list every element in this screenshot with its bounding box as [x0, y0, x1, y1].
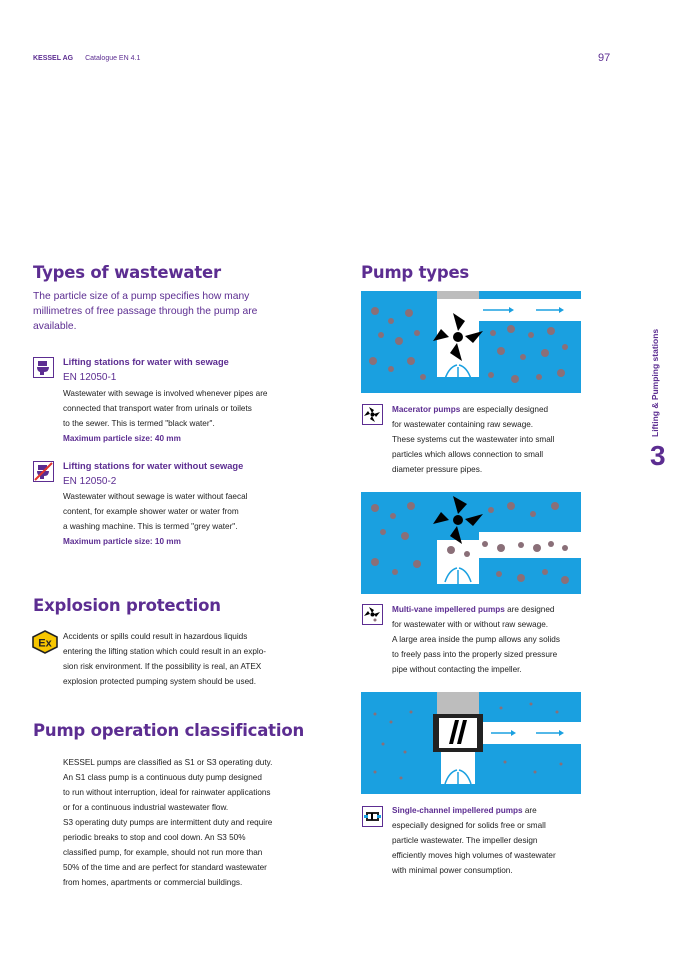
- single-channel-icon: [362, 806, 383, 827]
- catalogue-label: Catalogue EN 4.1: [85, 55, 141, 62]
- wastewater-item-2-title: Lifting stations for water without sewage: [63, 461, 244, 471]
- text-line: from homes, apartments or commercial buildings.: [63, 878, 243, 887]
- text-line: with minimal power consumption.: [392, 866, 513, 875]
- wastewater-title: Types of wastewater: [33, 263, 221, 282]
- multi-vane-description: [392, 602, 592, 677]
- text-line: to freely pass into the properly sized pressure: [392, 650, 558, 659]
- max-particle-size: Maximum particle size: 10 mm: [63, 537, 181, 546]
- text-line: are especially designed: [460, 405, 549, 414]
- text-line: for wastewater with or without raw sewage.: [392, 620, 549, 629]
- classification-title: Pump operation classification: [33, 721, 305, 740]
- wastewater-item-1-title: Lifting stations for water with sewage: [63, 357, 229, 367]
- multi-vane-name: Multi-vane impellered pumps: [392, 605, 505, 614]
- page-number: 97: [598, 52, 611, 64]
- text-line: diameter pressure pipes.: [392, 465, 483, 474]
- text-line: efficiently moves high volumes of wastewater: [392, 851, 556, 860]
- multi-vane-icon: [362, 604, 383, 625]
- pump-types-title: Pump types: [361, 263, 470, 282]
- atex-ex-icon: [32, 630, 58, 654]
- text-line: content, for example shower water or water from: [63, 507, 239, 516]
- chapter-tab-label: Lifting & Pumping stations: [650, 328, 660, 437]
- text-line: especially designed for solids free or small: [392, 821, 546, 830]
- single-channel-pump-diagram: [361, 692, 581, 794]
- toilet-icon: [33, 357, 54, 378]
- classification-text: [63, 755, 333, 890]
- text-line: sion risk environment. If the possibility is real, an ATEX: [63, 662, 262, 671]
- chapter-number: 3: [650, 440, 666, 471]
- text-line: to the sewer. This is termed "black water".: [63, 419, 215, 428]
- text-line: are designed: [504, 605, 555, 614]
- text-line: pipe without contacting the impeller.: [392, 665, 522, 674]
- text-line: are: [522, 806, 537, 815]
- text-line: entering the lifting station which could result in an explo-: [63, 647, 266, 656]
- text-line: KESSEL pumps are classified as S1 or S3 operating duty.: [63, 758, 273, 767]
- text-line: particles which allows connection to small: [392, 450, 544, 459]
- atex-ex-label: Ex: [38, 637, 52, 650]
- text-line: An S1 class pump is a continuous duty pump designed: [63, 773, 262, 782]
- wastewater-item-1-text: [63, 386, 323, 446]
- text-line: periodic breaks to stop and cool down. An S3 50%: [63, 833, 246, 842]
- text-line: A large area inside the pump allows any solids: [392, 635, 560, 644]
- macerator-icon: [362, 404, 383, 425]
- text-line: a washing machine. This is termed "grey water".: [63, 522, 238, 531]
- macerator-name: Macerator pumps: [392, 405, 461, 414]
- text-line: Wastewater without sewage is water without faecal: [63, 492, 248, 501]
- wastewater-item-2-text: [63, 489, 323, 549]
- text-line: connected that transport water from urinals or toilets: [63, 404, 252, 413]
- multi-vane-pump-diagram: [361, 492, 581, 594]
- wastewater-intro: The particle size of a pump specifies how many millimetres of free passage through the pump are available.: [33, 291, 258, 332]
- page-header: [33, 55, 140, 62]
- text-line: particle wastewater. The impeller design: [392, 836, 538, 845]
- text-line: explosion protected pumping system should be used.: [63, 677, 256, 686]
- single-channel-name: Single-channel impellered pumps: [392, 806, 523, 815]
- text-line: for wastewater containing raw sewage.: [392, 420, 534, 429]
- text-line: Wastewater with sewage is involved whenever pipes are: [63, 389, 268, 398]
- text-line: These systems cut the wastewater into small: [392, 435, 555, 444]
- wastewater-item-1-code: EN 12050-1: [63, 372, 117, 383]
- text-line: or for a continuous industrial wastewater flow.: [63, 803, 229, 812]
- text-line: classified pump, for example, should not run more than: [63, 848, 263, 857]
- company-name: KESSEL AG: [33, 55, 74, 62]
- single-channel-description: [392, 803, 592, 878]
- text-line: to run without interruption, ideal for rainwater applications: [63, 788, 271, 797]
- explosion-title: Explosion protection: [33, 596, 221, 615]
- no-toilet-icon: [33, 461, 54, 482]
- macerator-pump-diagram: [361, 291, 581, 393]
- max-particle-size: Maximum particle size: 40 mm: [63, 434, 181, 443]
- text-line: 50% of the time and are perfect for standard wastewater: [63, 863, 267, 872]
- text-line: Accidents or spills could result in hazardous liquids: [63, 632, 248, 641]
- explosion-text: [63, 629, 333, 689]
- macerator-description: [392, 402, 592, 477]
- wastewater-item-2-code: EN 12050-2: [63, 476, 117, 487]
- text-line: S3 operating duty pumps are intermittent duty and require: [63, 818, 273, 827]
